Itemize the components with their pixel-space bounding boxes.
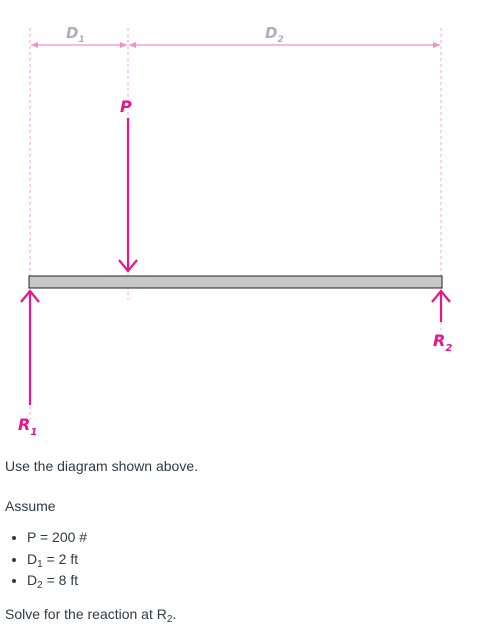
load-p-arrow xyxy=(119,118,137,271)
beam xyxy=(29,276,442,288)
label-p: P xyxy=(120,97,132,116)
dimension-d2 xyxy=(129,42,440,48)
label-d2: $D_2$ xyxy=(265,24,284,45)
reaction-r1-arrow xyxy=(21,291,39,405)
given-item-d2: • $D_2 = 8$ ft xyxy=(27,572,473,590)
given-list xyxy=(5,529,473,590)
problem-text xyxy=(5,458,473,623)
question-text: Solve for the reaction at $R_2$. xyxy=(5,605,177,625)
label-r1: $R_1$ xyxy=(18,415,38,438)
intro-text: Use the diagram shown above. xyxy=(5,458,198,474)
reaction-r2-arrow xyxy=(432,291,450,322)
given-item-d1: • $D_1 = 2$ ft xyxy=(27,551,473,569)
assume-text: Assume xyxy=(5,497,56,514)
label-r2: $R_2$ xyxy=(433,331,453,354)
label-d1: $D_1$ xyxy=(66,24,85,45)
given-item-p: • P = 200 # xyxy=(27,529,473,547)
